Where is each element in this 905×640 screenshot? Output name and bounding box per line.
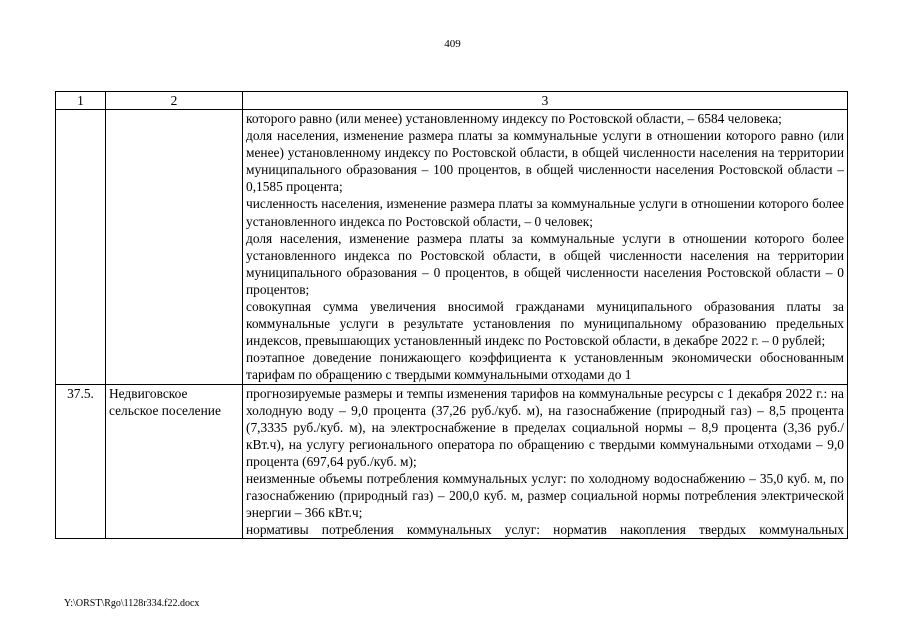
column-header-2: 2 bbox=[106, 92, 243, 110]
row-description bbox=[243, 384, 848, 539]
column-header-1: 1 bbox=[56, 92, 106, 110]
column-header-3: 3 bbox=[243, 92, 848, 110]
table-row bbox=[56, 384, 848, 539]
table-row bbox=[56, 110, 848, 385]
paragraph: прогнозируемые размеры и темпы изменения тарифов на коммунальные ресурсы с 1 декабря 2022 г.: на холодную воду – 9,0 процента (37,26 руб./куб. м), на газоснабжение (природный газ) – 8,5 процента (7,3335 руб./куб. м), на электроснабжение в пределах социальной нормы – 8,9 процента (3,36 руб./кВт.ч), на услугу регионального оператора по обращению с твердыми коммунальными отходами – 9,0 процента (697,64 руб./куб. м); bbox=[246, 385, 844, 469]
paragraph: нормативы потребления коммунальных услуг: норматив накопления твердых коммунальных bbox=[246, 522, 844, 538]
table-header-row bbox=[56, 92, 848, 110]
municipality-name bbox=[106, 110, 243, 385]
paragraph: неизменные объемы потребления коммунальных услуг: по холодному водоснабжению – 35,0 куб. м, по газоснабжению (природный газ) – 200,0 куб. м, размер социальной нормы потребления электрической энергии – 366 кВт.ч; bbox=[246, 470, 844, 521]
paragraph: доля населения, изменение размера платы за коммунальные услуги в отношении которого равно (или менее) установленному индексу по Ростовской области, в общей численности населения на территории муниципального образования – 100 процентов, в общей численности населения Ростовской области – 0,1585 процента; bbox=[246, 128, 844, 195]
paragraph: доля населения, изменение размера платы за коммунальные услуги в отношении которого более установленного индекса по Ростовской области, в общей численности населения на территории муниципального образования – 0 процентов, в общей численности населения Ростовской области – 0 процентов; bbox=[246, 230, 844, 297]
row-number bbox=[56, 110, 106, 385]
data-table bbox=[55, 91, 848, 539]
paragraph: поэтапное доведение понижающего коэффициента к установленным экономически обоснованным тарифам по обращению с твердыми коммунальными отходами до 1 bbox=[246, 350, 844, 383]
row-description bbox=[243, 110, 848, 385]
row-number: 37.5. bbox=[56, 384, 106, 539]
paragraph: численность населения, изменение размера платы за коммунальные услуги в отношении которого более установленного индекса по Ростовской области, – 0 человек; bbox=[246, 196, 844, 229]
paragraph: которого равно (или менее) установленному индексу по Ростовской области, – 6584 человека; bbox=[246, 111, 782, 126]
page-number: 409 bbox=[444, 38, 461, 50]
paragraph: совокупная сумма увеличения вносимой гражданами муниципального образования платы за коммунальные услуги в результате установления по муниципальному образованию предельных индексов, превышающих установленный индекс по Ростовской области, в декабре 2022 г. – 0 рублей; bbox=[246, 299, 844, 349]
footer-file-path: Y:\ORST\Rgo\1128r334.f22.docx bbox=[64, 598, 200, 609]
municipality-name: Недвиговское сельское поселение bbox=[106, 384, 243, 539]
